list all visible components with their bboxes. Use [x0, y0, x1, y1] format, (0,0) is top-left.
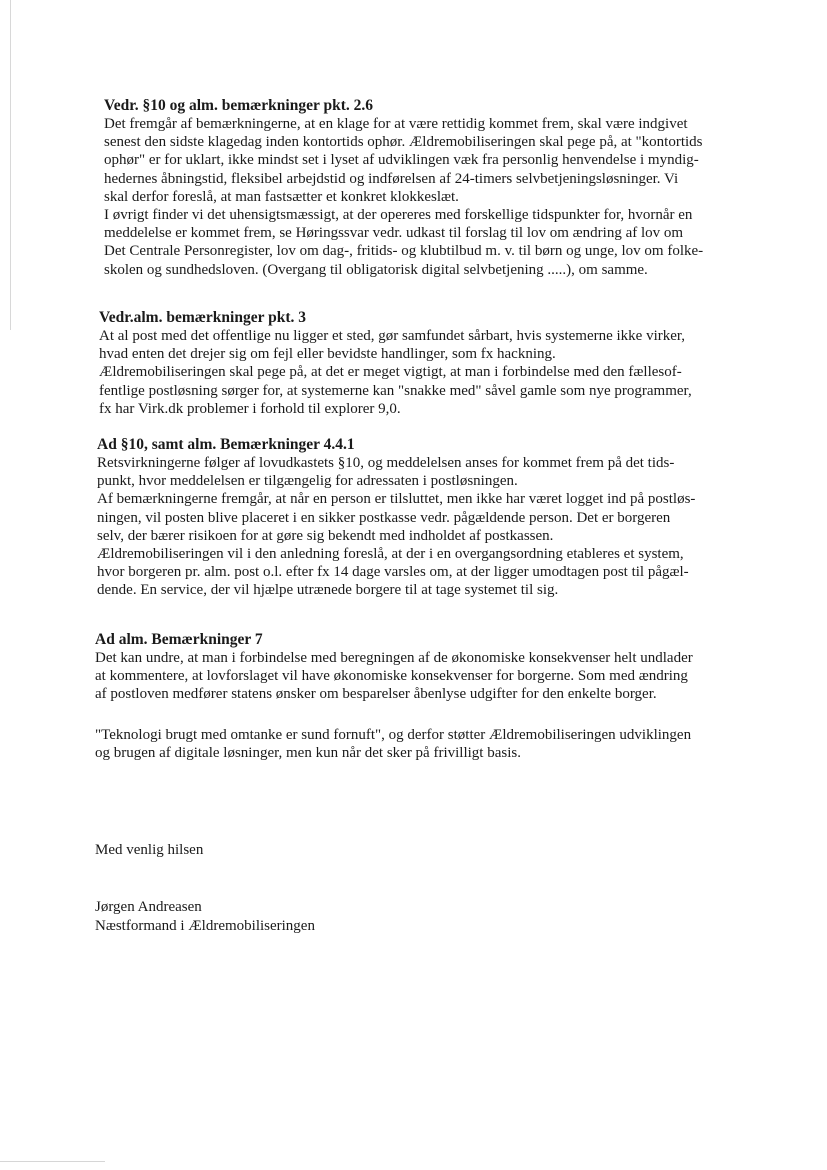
- body-line: "Teknologi brugt med omtanke er sund fornuft", og derfor støtter Ældremobiliseringen udviklingen: [95, 727, 692, 743]
- body-line: af postloven medfører statens ønsker om besparelser åbenlyse udgifter for den enkelte borger.: [95, 686, 657, 703]
- body-line: senest den sidste klagedag inden kontortids ophør. Ældremobiliseringen skal pege på, at "kontortids: [104, 134, 703, 151]
- section-heading: Vedr.alm. bemærkninger pkt. 3: [99, 309, 306, 326]
- section-heading: Ad alm. Bemærkninger 7: [95, 631, 263, 648]
- body-line: Det kan undre, at man i forbindelse med beregningen af de økonomiske konsekvenser helt undlader: [95, 650, 693, 666]
- scan-edge-left: [10, 0, 11, 330]
- body-line: punkt, hvor meddelelsen er tilgængelig for adressaten i postløsningen.: [97, 473, 518, 490]
- body-line: ningen, vil posten blive placeret i en sikker postkasse vedr. pågældende person. Det er borgeren: [97, 509, 671, 526]
- body-line: Det Centrale Personregister, lov om dag-, fritids- og klubtilbud m. v. til børn og unge, lov om folke-: [104, 243, 704, 260]
- signer-name: Jørgen Andreasen: [95, 899, 202, 915]
- section-10-remarks-4-4-1: [97, 435, 695, 600]
- section-heading: Ad §10, samt alm. Bemærkninger 4.4.1: [97, 436, 355, 453]
- signer-title: Næstformand i Ældremobiliseringen: [95, 918, 315, 934]
- body-line: fentlige postløsning sørger for, at systemerne kan "snakke med" såvel gamle som nye programmer,: [99, 382, 692, 399]
- section-heading: Vedr. §10 og alm. bemærkninger pkt. 2.6: [104, 97, 373, 114]
- body-line: ophør" er for uklart, ikke mindst set i lyset af udviklingen væk fra personlig henvendelse i myndig-: [104, 152, 699, 169]
- section-remarks-7: [95, 630, 693, 704]
- body-line: hedernes åbningstid, fleksibel arbejdstid og indførelsen af 24-timers selvbetjeningsløsninger. Vi: [104, 170, 679, 187]
- body-line: Ældremobiliseringen skal pege på, at det er meget vigtigt, at man i forbindelse med den fællesof-: [99, 364, 682, 381]
- body-line: meddelelse er kommet frem, se Høringssvar vedr. udkast til forslag til lov om ændring af lov om: [104, 225, 684, 242]
- signature-block: [95, 898, 315, 936]
- body-line: og brugen af digitale løsninger, men kun når det sker på frivilligt basis.: [95, 745, 521, 762]
- scan-edge-bottom: [0, 1161, 105, 1162]
- body-line: fx har Virk.dk problemer i forhold til explorer 9,0.: [99, 400, 401, 417]
- body-line: Af bemærkningerne fremgår, at når en person er tilsluttet, men ikke har været logget ind på postløs-: [97, 491, 696, 508]
- body-line: At al post med det offentlige nu ligger et sted, gør samfundet sårbart, hvis systemerne ikke virker,: [99, 328, 686, 344]
- body-line: I øvrigt finder vi det uhensigtsmæssigt, at der opereres med forskellige tidspunkter for, hvornår en: [104, 207, 693, 224]
- body-line: hvad enten det drejer sig om fejl eller bevidste handlinger, som fx hackning.: [99, 346, 556, 363]
- body-line: Det fremgår af bemærkningerne, at en klage for at være rettidig kommet frem, skal være indgivet: [104, 116, 688, 132]
- greeting: Med venlig hilsen: [95, 842, 204, 858]
- body-line: Retsvirkningerne følger af lovudkastets §10, og meddelelsen anses for kommet frem på det tids-: [97, 455, 675, 471]
- section-remarks-3: [99, 308, 692, 418]
- section-10-remarks-2-6: [104, 96, 703, 279]
- body-line: skolen og sundhedsloven. (Overgang til obligatorisk digital selvbetjening .....), om samme.: [104, 261, 648, 278]
- body-line: at kommentere, at lovforslaget vil have økonomiske konsekvenser for borgerne. Som med ændring: [95, 668, 688, 685]
- body-line: Ældremobiliseringen vil i den anledning foreslå, at der i en overgangsordning etableres et system,: [97, 546, 684, 563]
- body-line: dende. En service, der vil hjælpe utrænede borgere til at tage systemet til sig.: [97, 582, 559, 599]
- body-line: selv, der bærer risikoen for at gøre sig bekendt med indholdet af postkassen.: [97, 527, 554, 544]
- closing-paragraph: [95, 726, 691, 762]
- body-line: skal derfor foreslå, at man fastsætter et konkret klokkeslæt.: [104, 188, 459, 205]
- body-line: hvor borgeren pr. alm. post o.l. efter fx 14 dage varsles om, at der ligger umodtagen post til pågæl-: [97, 564, 689, 581]
